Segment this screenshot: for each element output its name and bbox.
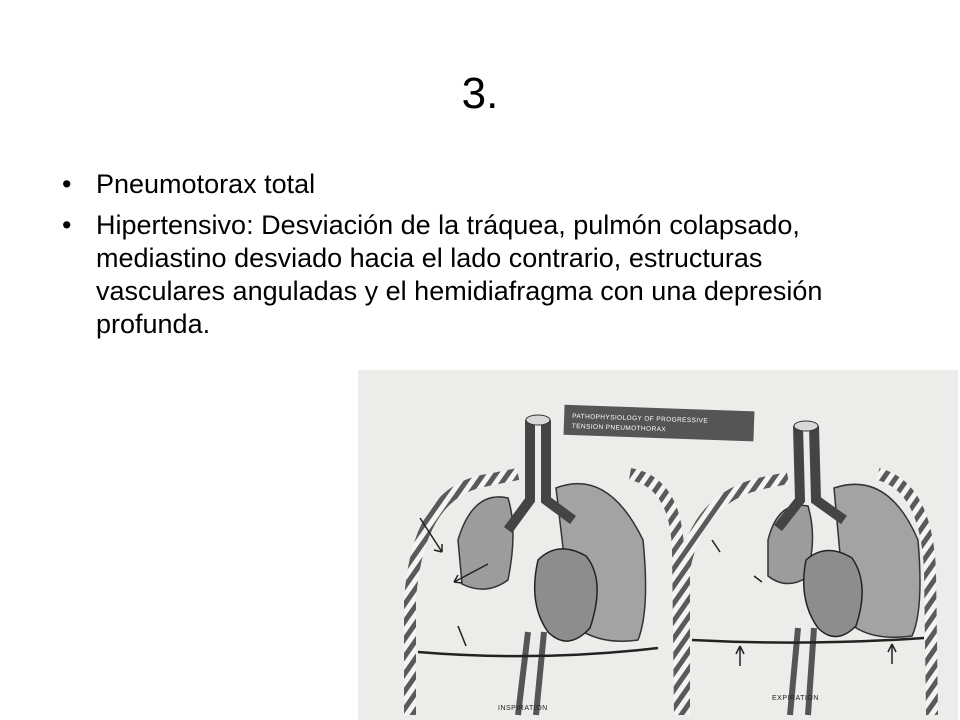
expiration-chest-diagram [684,421,932,715]
illustration-svg [358,370,958,720]
tension-pneumothorax-illustration [358,370,958,720]
slide-title: 3. [461,69,499,118]
bullet-item [62,168,862,201]
bullet-dot-icon: • [62,210,72,240]
bullet-list [62,168,862,349]
figure-heading-box [564,405,755,442]
inspiration-chest-diagram [410,415,680,715]
figure-heading-line2: TENSION PNEUMOTHORAX [571,422,667,434]
bullet-text: Hipertensivo: Desviación de la tráquea, pulmón colapsado, mediastino desviado hacia el lado contrario, estructuras vasculares anguladas y el hemidiafragma con una depresión profunda. [96,210,823,339]
figure-heading-line1: PATHOPHYSIOLOGY OF PROGRESSIVE [572,413,709,425]
expiration-label: EXPIRATION [772,695,819,702]
bullet-text: Pneumotorax total [96,169,316,199]
inspiration-label: INSPIRATION [498,705,548,712]
bullet-dot-icon: • [62,169,72,199]
bullet-item [62,209,862,341]
